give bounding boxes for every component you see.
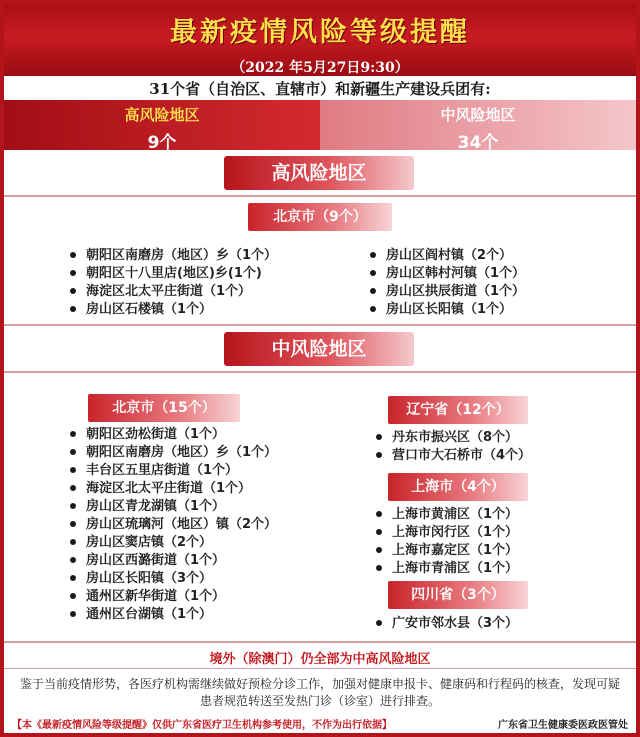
bullet-icon bbox=[376, 434, 382, 440]
medium-beijing-list bbox=[70, 426, 277, 624]
list-item bbox=[70, 247, 277, 265]
list-item bbox=[70, 426, 277, 444]
section-divider bbox=[4, 195, 636, 197]
list-item-text: 上海市闵行区（1个） bbox=[392, 525, 519, 540]
list-item-text: 房山区西潞街道（1个） bbox=[86, 553, 226, 568]
bullet-icon bbox=[376, 452, 382, 458]
bullet-icon bbox=[70, 288, 76, 294]
list-item-text: 房山区拱辰街道（1个） bbox=[386, 284, 526, 299]
footer-disclaimer: 【本《最新疫情风险等级提醒》仅供广东省医疗卫生机构参考使用，不作为出行依据】 bbox=[12, 719, 392, 731]
medium-sichuan-province: 四川省（3个） bbox=[388, 581, 528, 609]
list-item-text: 朝阳区南磨房（地区）乡（1个） bbox=[86, 248, 278, 263]
list-item bbox=[70, 498, 277, 516]
list-item-text: 通州区新华街道（1个） bbox=[86, 589, 226, 604]
list-item-text: 上海市嘉定区（1个） bbox=[392, 543, 519, 558]
list-item-text: 房山区石楼镇（1个） bbox=[86, 302, 213, 317]
list-item bbox=[70, 552, 277, 570]
list-item bbox=[370, 301, 525, 319]
list-item-text: 房山区窦店镇（2个） bbox=[86, 535, 213, 550]
bullet-icon bbox=[70, 521, 76, 527]
overseas-note: 境外（除澳门）仍全部为中高风险地区 bbox=[209, 652, 431, 667]
list-item-text: 丰台区五里店街道（1个） bbox=[86, 463, 239, 478]
list-item bbox=[376, 447, 531, 465]
poster-date: （2022 年5月27日9:30） bbox=[231, 60, 409, 76]
list-item bbox=[70, 606, 277, 624]
bullet-icon bbox=[70, 431, 76, 437]
section-divider bbox=[4, 371, 636, 373]
bullet-icon bbox=[376, 511, 382, 517]
list-item-text: 朝阳区南磨房（地区）乡（1个） bbox=[86, 445, 278, 460]
bullet-icon bbox=[70, 467, 76, 473]
medium-risk-summary bbox=[320, 100, 636, 153]
list-item-text: 广安市邻水县（3个） bbox=[392, 616, 519, 631]
bullet-icon bbox=[370, 252, 376, 258]
bullet-icon bbox=[370, 288, 376, 294]
list-item bbox=[70, 283, 277, 301]
section-divider bbox=[4, 641, 636, 643]
bullet-icon bbox=[376, 529, 382, 535]
list-item bbox=[70, 301, 277, 319]
list-item-text: 房山区阎村镇（2个） bbox=[386, 248, 513, 263]
bullet-icon bbox=[376, 620, 382, 626]
footer bbox=[4, 713, 636, 733]
list-item bbox=[70, 570, 277, 588]
list-item-text: 营口市大石桥市（4个） bbox=[392, 448, 532, 463]
medium-shanghai-province: 上海市（4个） bbox=[388, 473, 528, 501]
list-item bbox=[70, 462, 277, 480]
bullet-icon bbox=[376, 547, 382, 553]
list-item-text: 朝阳区劲松街道（1个） bbox=[86, 427, 226, 442]
high-risk-list-right bbox=[370, 247, 525, 319]
high-risk-count: 9个 bbox=[147, 133, 177, 153]
list-item bbox=[376, 560, 518, 578]
list-item bbox=[376, 542, 518, 560]
list-item-text: 朝阳区十八里店(地区)乡(1个) bbox=[86, 266, 262, 281]
list-item bbox=[70, 516, 277, 534]
bullet-icon bbox=[70, 306, 76, 312]
high-risk-label: 高风险地区 bbox=[124, 106, 200, 124]
medium-risk-label: 中风险地区 bbox=[440, 106, 516, 124]
medium-beijing-province: 北京市（15个） bbox=[88, 394, 240, 422]
list-item bbox=[70, 534, 277, 552]
bullet-icon bbox=[70, 449, 76, 455]
poster-title: 最新疫情风险等级提醒 bbox=[170, 17, 470, 48]
bullet-icon bbox=[70, 575, 76, 581]
list-item-text: 房山区琉璃河（地区）镇（2个） bbox=[86, 517, 278, 532]
bullet-icon bbox=[70, 270, 76, 276]
bullet-icon bbox=[70, 539, 76, 545]
risk-summary bbox=[4, 100, 636, 153]
list-item-text: 丹东市振兴区（8个） bbox=[392, 430, 519, 445]
medium-sichuan-list bbox=[376, 615, 518, 633]
medium-shanghai-list bbox=[376, 506, 518, 578]
high-beijing-province: 北京市（9个） bbox=[248, 203, 392, 231]
list-item bbox=[70, 265, 277, 283]
list-item bbox=[376, 615, 518, 633]
bullet-icon bbox=[70, 485, 76, 491]
high-risk-section-title: 高风险地区 bbox=[224, 156, 414, 190]
bullet-icon bbox=[70, 593, 76, 599]
high-risk-summary bbox=[4, 100, 320, 153]
list-item bbox=[376, 524, 518, 542]
list-item-text: 房山区青龙湖镇（1个） bbox=[86, 499, 226, 514]
list-item-text: 海淀区北太平庄街道（1个） bbox=[86, 481, 252, 496]
list-item-text: 上海市青浦区（1个） bbox=[392, 561, 519, 576]
list-item bbox=[70, 588, 277, 606]
list-item bbox=[376, 506, 518, 524]
bullet-icon bbox=[376, 565, 382, 571]
bullet-icon bbox=[70, 252, 76, 258]
bullet-icon bbox=[70, 611, 76, 617]
medium-liaoning-province: 辽宁省（12个） bbox=[388, 396, 528, 424]
high-risk-list-left bbox=[70, 247, 277, 319]
notice-text: 鉴于当前疫情形势，各医疗机构需继续做好预检分诊工作，加强对健康申报卡、健康码和行程码的核查，发现可疑患者规范转送至发热门诊（诊室）进行排查。 bbox=[19, 677, 620, 708]
bullet-icon bbox=[70, 503, 76, 509]
list-item bbox=[370, 265, 525, 283]
list-item-text: 通州区台湖镇（1个） bbox=[86, 607, 213, 622]
header-banner bbox=[4, 4, 636, 76]
section-divider bbox=[4, 324, 636, 326]
list-item bbox=[370, 283, 525, 301]
medium-risk-section-title: 中风险地区 bbox=[224, 332, 414, 366]
medium-liaoning-list bbox=[376, 429, 531, 465]
footer-organization: 广东省卫生健康委医政医管处 bbox=[498, 719, 628, 731]
bullet-icon bbox=[370, 306, 376, 312]
list-item bbox=[70, 444, 277, 462]
list-item bbox=[370, 247, 525, 265]
bullet-icon bbox=[70, 557, 76, 563]
list-item-text: 上海市黄浦区（1个） bbox=[392, 507, 519, 522]
list-item-text: 房山区韩村河镇（1个） bbox=[386, 266, 526, 281]
section-divider bbox=[4, 668, 636, 669]
list-item-text: 房山区长阳镇（3个） bbox=[86, 571, 213, 586]
scope-subtitle: 31个省（自治区、直辖市）和新疆生产建设兵团有: bbox=[149, 80, 491, 98]
medium-risk-count: 34个 bbox=[457, 133, 499, 153]
list-item-text: 房山区长阳镇（1个） bbox=[386, 302, 513, 317]
list-item bbox=[376, 429, 531, 447]
bullet-icon bbox=[370, 270, 376, 276]
list-item bbox=[70, 480, 277, 498]
list-item-text: 海淀区北太平庄街道（1个） bbox=[86, 284, 252, 299]
